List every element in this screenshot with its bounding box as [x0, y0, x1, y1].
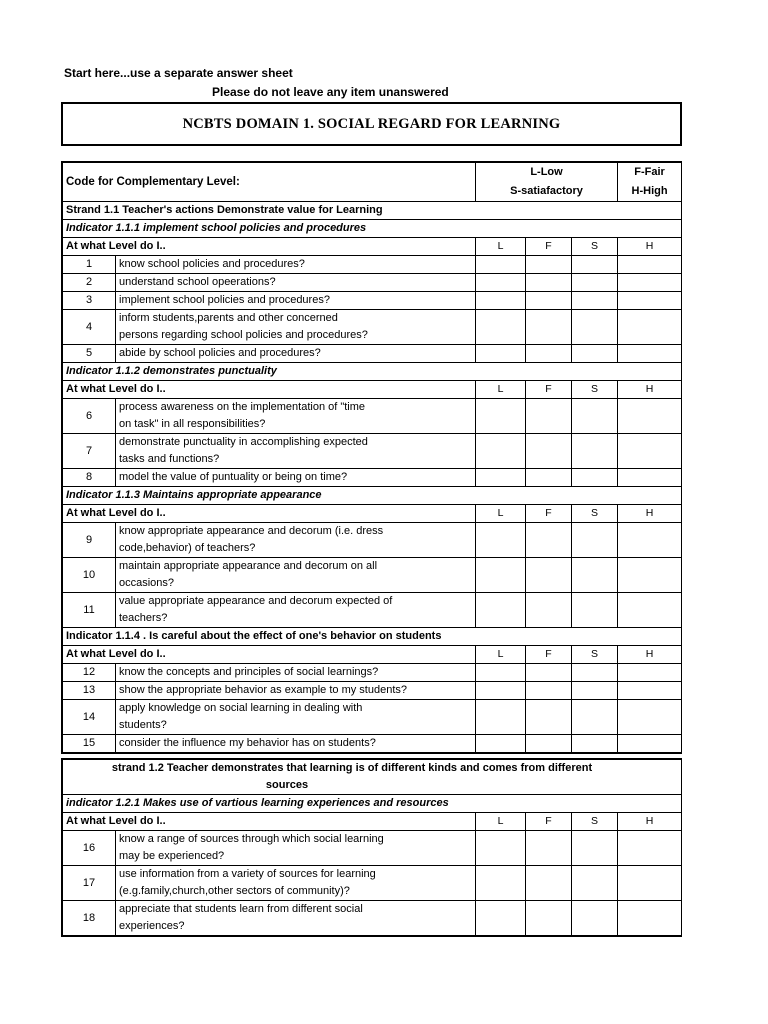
- indicator-row: [63, 487, 682, 505]
- question-row: [63, 682, 682, 700]
- question-prompt: At what Level do I..: [63, 505, 476, 523]
- level-header-l: L: [476, 646, 526, 664]
- level-header-h: H: [618, 813, 682, 831]
- document-title: NCBTS DOMAIN 1. SOCIAL REGARD FOR LEARNING: [61, 102, 682, 146]
- answer-cell-f[interactable]: [526, 558, 572, 593]
- question-row: [63, 292, 682, 310]
- question-text-line: know the concepts and principles of social learnings?: [119, 666, 379, 678]
- question-row: [63, 345, 682, 363]
- answer-cell-l[interactable]: [476, 345, 526, 363]
- question-row: [63, 469, 682, 487]
- answer-cell-l[interactable]: [476, 593, 526, 628]
- answer-cell-h[interactable]: [618, 901, 682, 936]
- question-number: 9: [63, 523, 116, 558]
- question-row: [63, 593, 682, 628]
- answer-cell-f[interactable]: [526, 434, 572, 469]
- indicator-row: [63, 220, 682, 238]
- answer-cell-l[interactable]: [476, 256, 526, 274]
- question-text: [116, 256, 476, 274]
- question-text: [116, 735, 476, 753]
- answer-cell-f[interactable]: [526, 682, 572, 700]
- answer-cell-f[interactable]: [526, 469, 572, 487]
- question-text-line: value appropriate appearance and decorum expected of: [119, 595, 393, 607]
- answer-cell-h[interactable]: [618, 399, 682, 434]
- level-header-row: [63, 238, 682, 256]
- answer-cell-l[interactable]: [476, 434, 526, 469]
- answer-cell-l[interactable]: [476, 292, 526, 310]
- answer-cell-l[interactable]: [476, 866, 526, 901]
- answer-cell-h[interactable]: [618, 292, 682, 310]
- question-number: 14: [63, 700, 116, 735]
- question-text-line: implement school policies and procedures?: [119, 294, 330, 306]
- level-header-s: S: [572, 238, 618, 256]
- answer-cell-f[interactable]: [526, 274, 572, 292]
- question-number: 10: [63, 558, 116, 593]
- legend-satisfactory: S-satiafactory: [510, 185, 583, 197]
- level-header-l: L: [476, 381, 526, 399]
- answer-cell-l[interactable]: [476, 831, 526, 866]
- question-row: [63, 256, 682, 274]
- question-text-line: demonstrate punctuality in accomplishing expected: [119, 436, 368, 448]
- answer-cell-f[interactable]: [526, 399, 572, 434]
- answer-cell-h[interactable]: [618, 434, 682, 469]
- question-text: [116, 558, 476, 593]
- answer-cell-s[interactable]: [572, 274, 618, 292]
- question-row: [63, 700, 682, 735]
- strand-row: [63, 760, 682, 795]
- indicator-title: Indicator 1.1.4 . Is careful about the effect of one's behavior on students: [63, 628, 682, 646]
- strand-title: Strand 1.1 Teacher's actions Demonstrate value for Learning: [63, 202, 682, 220]
- level-header-row: [63, 381, 682, 399]
- legend-label: Code for Complementary Level:: [66, 175, 240, 188]
- answer-cell-s[interactable]: [572, 664, 618, 682]
- question-text-line: on task" in all responsibilities?: [119, 418, 266, 430]
- question-number: 18: [63, 901, 116, 936]
- answer-cell-s[interactable]: [572, 345, 618, 363]
- answer-cell-s[interactable]: [572, 682, 618, 700]
- legend-fair: F-Fair: [634, 166, 665, 178]
- indicator-title: Indicator 1.1.3 Maintains appropriate appearance: [63, 487, 682, 505]
- question-text-line: (e.g.family,church,other sectors of community)?: [119, 885, 350, 897]
- question-prompt: At what Level do I..: [63, 238, 476, 256]
- question-row: [63, 274, 682, 292]
- question-text-line: model the value of puntuality or being on time?: [119, 471, 348, 483]
- question-number: 6: [63, 399, 116, 434]
- question-text: [116, 901, 476, 936]
- question-row: [63, 523, 682, 558]
- question-text-line: process awareness on the implementation of "time: [119, 401, 366, 413]
- answer-cell-s[interactable]: [572, 469, 618, 487]
- question-row: [63, 866, 682, 901]
- answer-cell-f[interactable]: [526, 345, 572, 363]
- answer-cell-l[interactable]: [476, 901, 526, 936]
- question-text-line: abide by school policies and procedures?: [119, 347, 321, 359]
- question-text: [116, 292, 476, 310]
- level-header-row: [63, 505, 682, 523]
- question-text-line: may be experienced?: [119, 850, 225, 862]
- question-row: [63, 310, 682, 345]
- strand-1-2-table: [61, 758, 682, 937]
- level-header-h: H: [618, 505, 682, 523]
- question-text: [116, 523, 476, 558]
- answer-cell-f[interactable]: [526, 866, 572, 901]
- question-text-line: understand school opeerations?: [119, 276, 276, 288]
- answer-cell-f[interactable]: [526, 664, 572, 682]
- question-prompt: At what Level do I..: [63, 646, 476, 664]
- answer-cell-s[interactable]: [572, 901, 618, 936]
- question-row: [63, 434, 682, 469]
- level-header-row: [63, 813, 682, 831]
- question-text-line: appreciate that students learn from different social: [119, 903, 363, 915]
- question-text-line: consider the influence my behavior has on students?: [119, 737, 376, 749]
- indicator-row: [63, 363, 682, 381]
- question-number: 1: [63, 256, 116, 274]
- answer-cell-f[interactable]: [526, 523, 572, 558]
- answer-cell-s[interactable]: [572, 700, 618, 735]
- level-header-l: L: [476, 813, 526, 831]
- level-header-s: S: [572, 505, 618, 523]
- answer-cell-l[interactable]: [476, 469, 526, 487]
- question-text-line: tasks and functions?: [119, 453, 220, 465]
- answer-cell-s[interactable]: [572, 310, 618, 345]
- answer-cell-l[interactable]: [476, 310, 526, 345]
- level-header-f: F: [526, 505, 572, 523]
- level-header-l: L: [476, 238, 526, 256]
- strand-2-title: strand 1.2 Teacher demonstrates that learning is of different kinds and comes from different: [111, 762, 593, 774]
- question-row: [63, 901, 682, 936]
- answer-cell-s[interactable]: [572, 593, 618, 628]
- indicator-row: [63, 628, 682, 646]
- answer-cell-l[interactable]: [476, 682, 526, 700]
- question-text-line: students?: [119, 719, 167, 731]
- question-number: 16: [63, 831, 116, 866]
- question-row: [63, 558, 682, 593]
- answer-cell-s[interactable]: [572, 523, 618, 558]
- answer-cell-h[interactable]: [618, 274, 682, 292]
- answer-cell-s[interactable]: [572, 399, 618, 434]
- question-text: [116, 345, 476, 363]
- answer-cell-s[interactable]: [572, 434, 618, 469]
- question-number: 3: [63, 292, 116, 310]
- answer-cell-l[interactable]: [476, 399, 526, 434]
- indicator-title: indicator 1.2.1 Makes use of vartious learning experiences and resources: [63, 795, 682, 813]
- answer-cell-l[interactable]: [476, 664, 526, 682]
- answer-cell-h[interactable]: [618, 593, 682, 628]
- question-text-line: maintain appropriate appearance and decorum on all: [119, 560, 378, 572]
- question-number: 12: [63, 664, 116, 682]
- legend-low: L-Low: [530, 166, 563, 178]
- level-header-row: [63, 646, 682, 664]
- question-text: [116, 682, 476, 700]
- question-number: 8: [63, 469, 116, 487]
- question-text: [116, 831, 476, 866]
- answer-cell-h[interactable]: [618, 256, 682, 274]
- question-row: [63, 664, 682, 682]
- question-row: [63, 831, 682, 866]
- answer-cell-f[interactable]: [526, 256, 572, 274]
- answer-cell-f[interactable]: [526, 310, 572, 345]
- question-text: [116, 593, 476, 628]
- question-row: [63, 399, 682, 434]
- answer-cell-h[interactable]: [618, 866, 682, 901]
- level-header-h: H: [618, 646, 682, 664]
- level-header-h: H: [618, 381, 682, 399]
- answer-cell-f[interactable]: [526, 735, 572, 753]
- answer-cell-l[interactable]: [476, 523, 526, 558]
- level-header-s: S: [572, 813, 618, 831]
- indicator-row: [63, 795, 682, 813]
- level-header-f: F: [526, 813, 572, 831]
- question-text: [116, 274, 476, 292]
- answer-cell-h[interactable]: [618, 700, 682, 735]
- question-number: 11: [63, 593, 116, 628]
- answer-cell-h[interactable]: [618, 310, 682, 345]
- answer-cell-l[interactable]: [476, 700, 526, 735]
- question-text-line: know a range of sources through which social learning: [119, 833, 384, 845]
- strand-2-title-cont: sources: [265, 779, 309, 791]
- legend-high: H-High: [631, 185, 668, 197]
- level-header-s: S: [572, 381, 618, 399]
- question-text-line: show the appropriate behavior as example to my students?: [119, 684, 407, 696]
- strand-1-1-table: [61, 161, 682, 754]
- question-number: 7: [63, 434, 116, 469]
- question-text: [116, 434, 476, 469]
- question-text: [116, 469, 476, 487]
- answer-cell-s[interactable]: [572, 866, 618, 901]
- question-text-line: teachers?: [119, 612, 168, 624]
- answer-cell-s[interactable]: [572, 256, 618, 274]
- level-header-f: F: [526, 381, 572, 399]
- answer-cell-s[interactable]: [572, 831, 618, 866]
- indicator-title: Indicator 1.1.1 implement school policies and procedures: [63, 220, 682, 238]
- question-text-line: use information from a variety of sources for learning: [119, 868, 376, 880]
- question-row: [63, 735, 682, 753]
- question-number: 2: [63, 274, 116, 292]
- answer-cell-l[interactable]: [476, 274, 526, 292]
- question-text: [116, 700, 476, 735]
- answer-cell-l[interactable]: [476, 558, 526, 593]
- level-header-l: L: [476, 505, 526, 523]
- answer-cell-s[interactable]: [572, 558, 618, 593]
- answer-cell-s[interactable]: [572, 735, 618, 753]
- answer-cell-f[interactable]: [526, 593, 572, 628]
- question-number: 17: [63, 866, 116, 901]
- question-number: 13: [63, 682, 116, 700]
- question-text-line: know school policies and procedures?: [119, 258, 305, 270]
- indicator-title: Indicator 1.1.2 demonstrates punctuality: [63, 363, 682, 381]
- answer-cell-h[interactable]: [618, 682, 682, 700]
- question-text: [116, 399, 476, 434]
- answer-cell-h[interactable]: [618, 664, 682, 682]
- question-text-line: persons regarding school policies and procedures?: [119, 329, 368, 341]
- question-text: [116, 310, 476, 345]
- legend-row: [63, 163, 682, 202]
- question-text: [116, 866, 476, 901]
- answer-cell-h[interactable]: [618, 735, 682, 753]
- level-header-f: F: [526, 646, 572, 664]
- question-number: 4: [63, 310, 116, 345]
- answer-cell-f[interactable]: [526, 831, 572, 866]
- answer-cell-l[interactable]: [476, 735, 526, 753]
- answer-cell-h[interactable]: [618, 469, 682, 487]
- question-text-line: know appropriate appearance and decorum (i.e. dress: [119, 525, 384, 537]
- answer-cell-f[interactable]: [526, 292, 572, 310]
- question-text-line: experiences?: [119, 920, 185, 932]
- question-text-line: apply knowledge on social learning in dealing with: [119, 702, 363, 714]
- question-text-line: code,behavior) of teachers?: [119, 542, 256, 554]
- question-text-line: occasions?: [119, 577, 175, 589]
- answer-cell-h[interactable]: [618, 523, 682, 558]
- answer-cell-h[interactable]: [618, 558, 682, 593]
- question-text-line: inform students,parents and other concerned: [119, 312, 338, 324]
- level-header-s: S: [572, 646, 618, 664]
- level-header-f: F: [526, 238, 572, 256]
- answer-cell-h[interactable]: [618, 831, 682, 866]
- instruction-start: Start here...use a separate answer sheet: [64, 66, 293, 80]
- question-prompt: At what Level do I..: [63, 381, 476, 399]
- instruction-unanswered: Please do not leave any item unanswered: [212, 85, 449, 99]
- level-header-h: H: [618, 238, 682, 256]
- question-number: 15: [63, 735, 116, 753]
- question-prompt: At what Level do I..: [63, 813, 476, 831]
- answer-cell-s[interactable]: [572, 292, 618, 310]
- question-text: [116, 664, 476, 682]
- answer-cell-f[interactable]: [526, 700, 572, 735]
- answer-cell-f[interactable]: [526, 901, 572, 936]
- answer-cell-h[interactable]: [618, 345, 682, 363]
- strand-row: [63, 202, 682, 220]
- question-number: 5: [63, 345, 116, 363]
